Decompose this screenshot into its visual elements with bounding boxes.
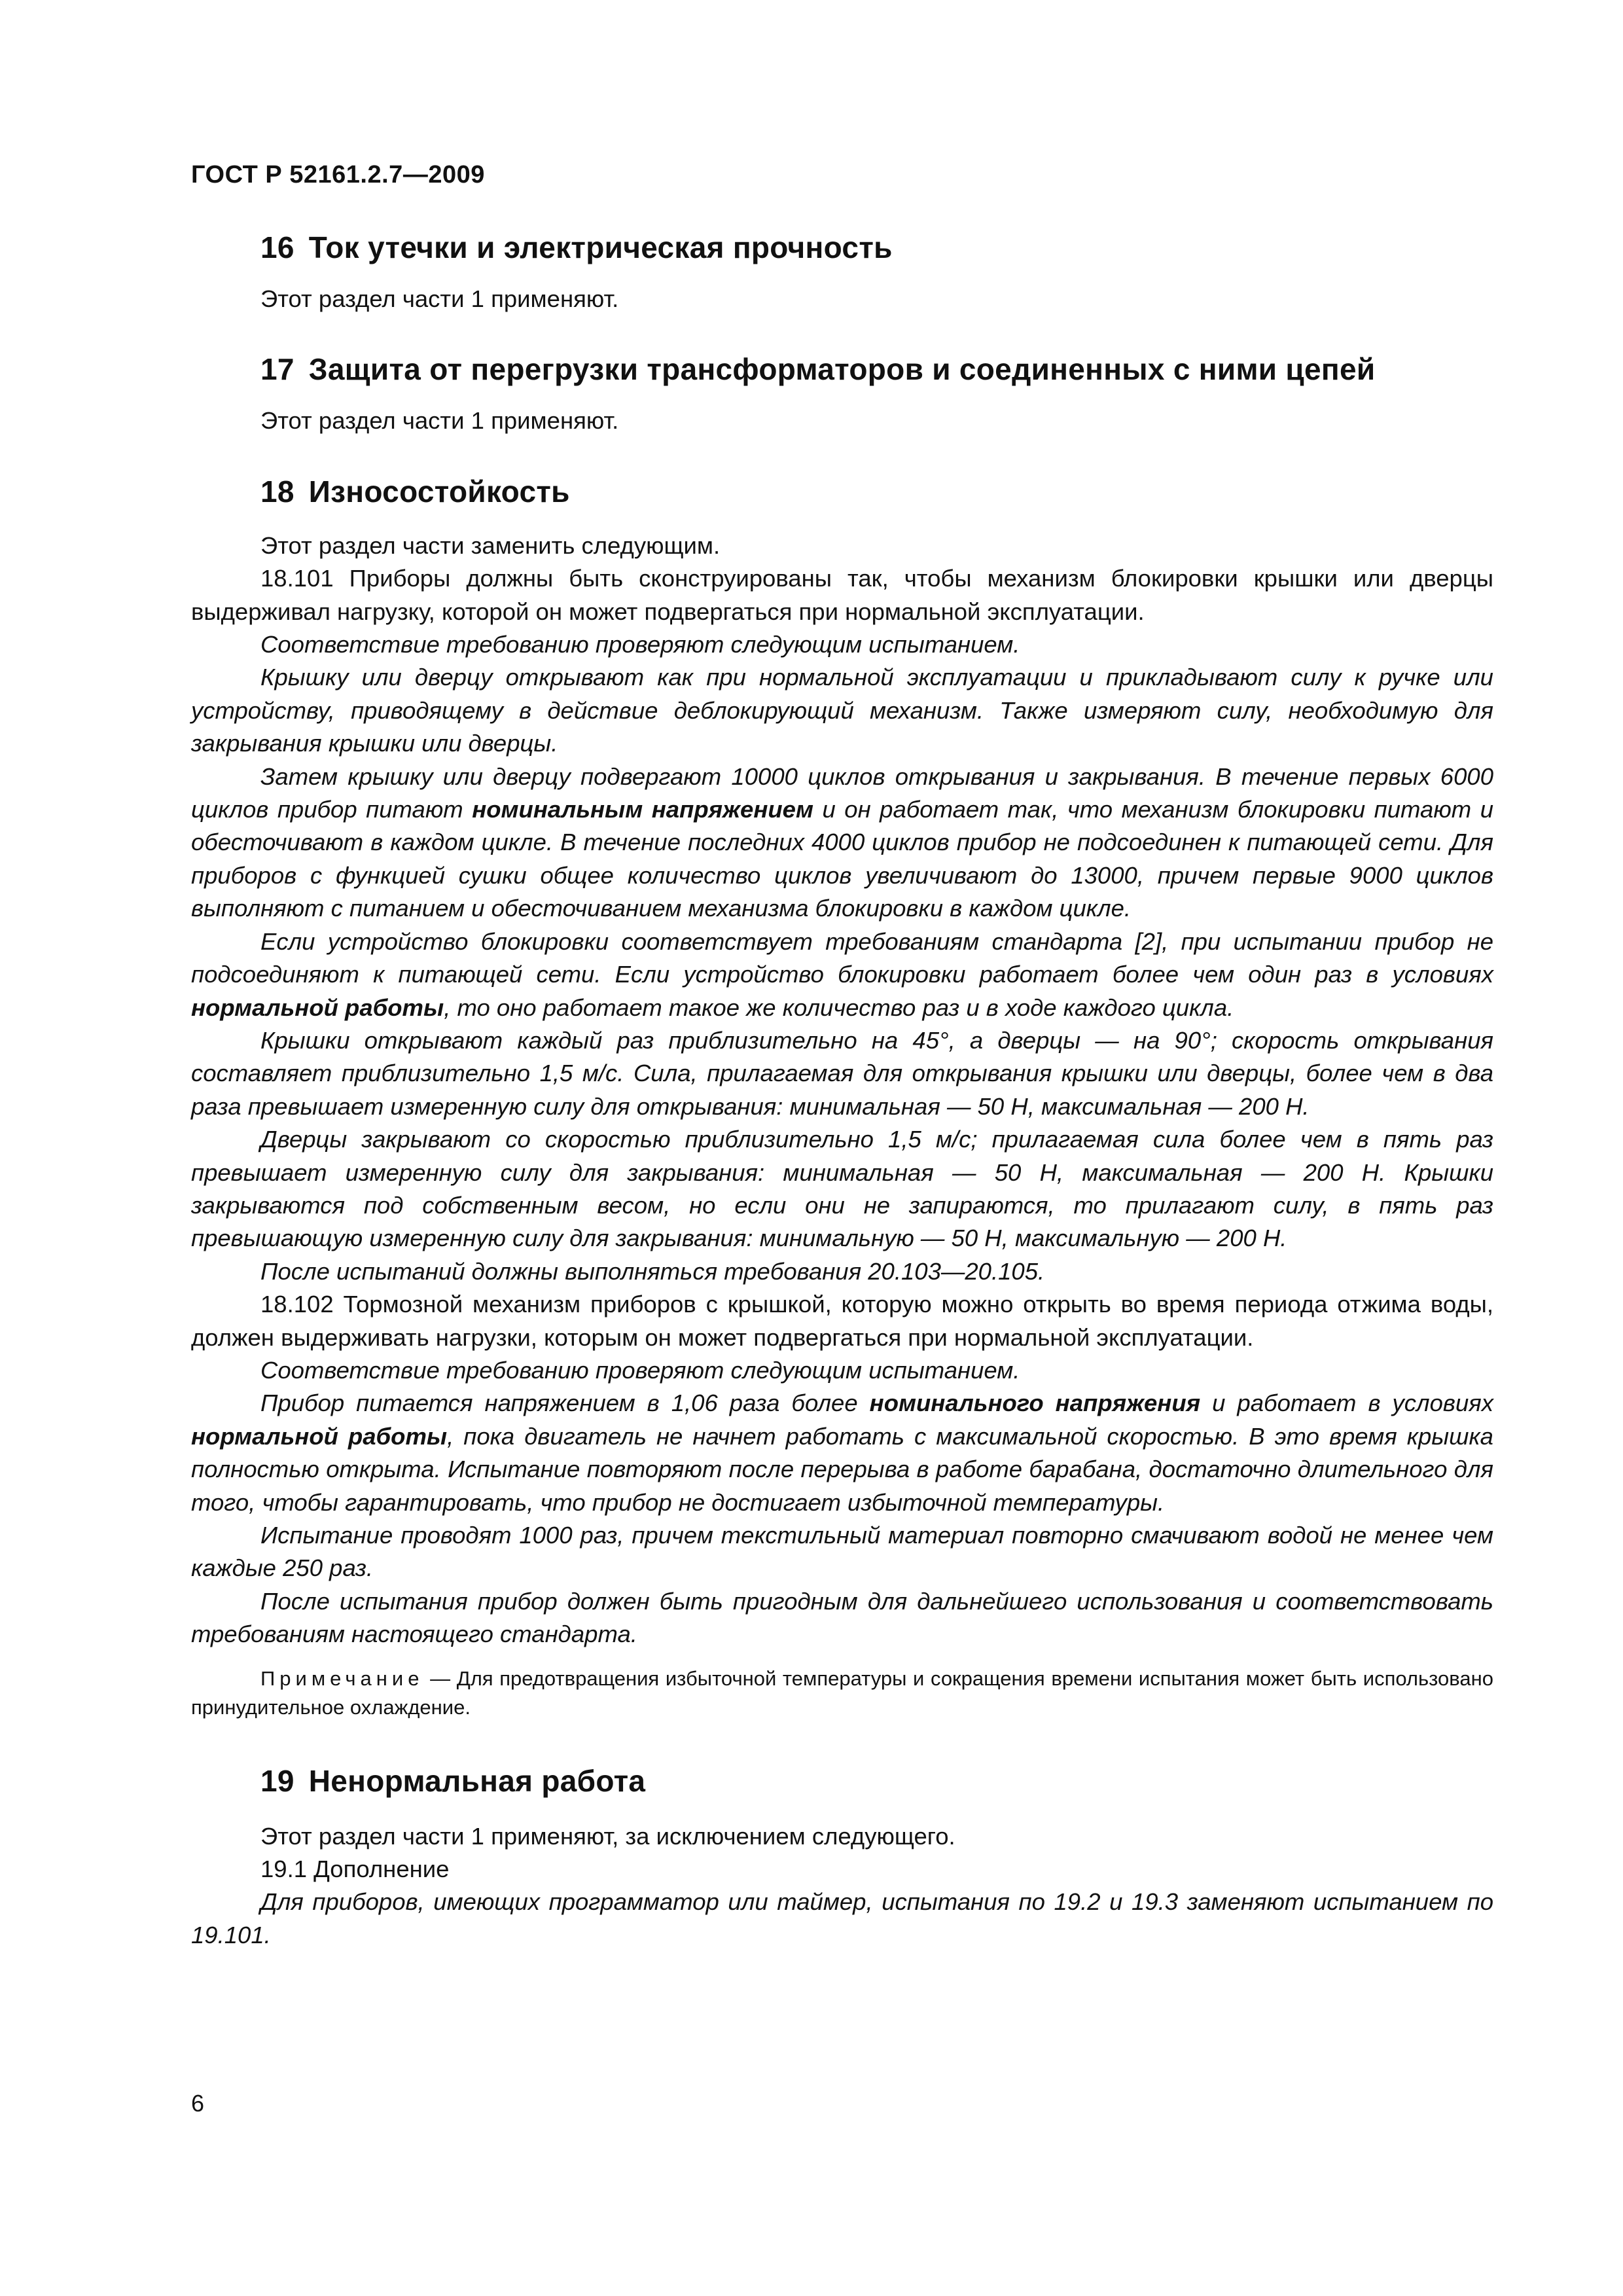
section-number: 17 [260, 352, 294, 387]
note-paragraph [191, 1664, 1493, 1722]
test-repeat-paragraph: Испытание проводят 1000 раз, причем текстильный материал повторно смачивают водой не менее чем каждые 250 раз. [191, 1522, 1493, 1582]
clause-18-102: 18.102 Тормозной механизм приборов с крышкой, которую можно открыть во время периода отжима воды, должен выдерживать нагрузки, которым он может подвергаться при нормальной эксплуатации. [191, 1291, 1493, 1351]
section-title: Ток утечки и электрическая прочность [308, 230, 893, 264]
section-18-intro: Этот раздел части заменить следующим. [260, 531, 721, 559]
document-body [191, 228, 1493, 1952]
section-17-text: Этот раздел части 1 применяют. [260, 407, 619, 435]
defined-term: номинальным напряжением [472, 796, 813, 823]
supply-voltage-paragraph [191, 1387, 1493, 1519]
page-number: 6 [191, 2090, 205, 2117]
text-run: и работает в условиях [1200, 1390, 1494, 1417]
text-run: Прибор питается напряжением в 1,06 раза более [260, 1390, 870, 1417]
section-19-heading [191, 1761, 1493, 1801]
defined-term: нормальной работы [191, 994, 444, 1021]
section-19-intro: Этот раздел части 1 применяют, за исключением следующего. [260, 1822, 955, 1850]
text-run: , пока двигатель не начнет работать с максимальной скоростью. В это время крышка полностью открыта. Испытание повторяют после перерыва в работе барабана, достаточно длительного для того, чтобы гарантировать, что прибор не достигает избыточной температуры. [191, 1422, 1493, 1516]
test-cycles-paragraph [191, 761, 1493, 925]
compliance-check-1: Соответствие требованию проверяют следующим испытанием. [260, 631, 1020, 658]
defined-term: нормальной работы [191, 1422, 448, 1450]
closing-force-paragraph: Дверцы закрывают со скоростью приблизительно 1,5 м/с; прилагаемая сила более чем в пять раз превышает измеренную силу для закрывания: минимальная — 50 Н, максимальная — 200 Н. Крышки закрываются под собственным весом, но если они не запираются, то прилагают силу, в пять раз превышающую измеренную силу для закрывания: минимальную — 50 Н, максимальную — 200 Н. [191, 1126, 1493, 1252]
section-number: 19 [260, 1763, 294, 1798]
section-number: 16 [260, 230, 294, 264]
section-title: Ненормальная работа [308, 1763, 646, 1798]
text-run: , то оно работает такое же количество раз и в ходе каждого цикла. [444, 994, 1234, 1021]
programmer-paragraph: Для приборов, имеющих программатор или таймер, испытания по 19.2 и 19.3 заменяют испытанием по 19.101. [191, 1888, 1493, 1948]
text-run: и он работает так, что механизм блокировки питают и обесточивают в каждом цикле. В течение последних 4000 циклов прибор не подсоединен к питающей сети. Для приборов с функцией сушки общее количество циклов увеличивают до 13000, причем первые 9000 циклов выполняют с питанием и обесточиванием механизма блокировки в каждом цикле. [191, 796, 1494, 922]
section-number: 18 [260, 474, 294, 509]
text-run: Если устройство блокировки соответствует требованиям стандарта [2], при испытании прибор не подсоединяют к питающей сети. Если устройство блокировки работает более чем один раз в условиях [191, 927, 1493, 988]
clause-18-101: 18.101 Приборы должны быть сконструированы так, чтобы механизм блокировки крышки или дверцы выдерживал нагрузку, которой он может подвергаться при нормальной эксплуатации. [191, 565, 1493, 625]
section-18-heading [191, 472, 1493, 511]
section-title: Износостойкость [308, 474, 570, 509]
compliance-check-2: Соответствие требованию проверяют следующим испытанием. [260, 1356, 1020, 1384]
section-title: Защита от перегрузки трансформаторов и соединенных с ними цепей [308, 352, 1376, 387]
note-text: — Для предотвращения избыточной температуры и сокращения времени испытания может быть использовано принудительное охлаждение. [191, 1666, 1493, 1719]
clause-19-1: 19.1 Дополнение [260, 1856, 450, 1883]
text-run: Затем крышку или дверцу подвергают 10000 циклов открывания и закрывания. В течение первых 6000 циклов прибор питают [191, 762, 1493, 823]
after-test-requirements-1: После испытаний должны выполняться требования 20.103—20.105. [260, 1257, 1045, 1285]
section-16-heading [191, 228, 1493, 267]
defined-term: номинального напряжения [869, 1390, 1201, 1417]
test-open-procedure: Крышку или дверцу открывают как при нормальной эксплуатации и прикладывают силу к ручке или устройству, приводящему в действие деблокирующий механизм. Также измеряют силу, необходимую для закрывания крышки или дверцы. [191, 664, 1493, 757]
section-16-text: Этот раздел части 1 применяют. [260, 285, 619, 312]
standard-id-header: ГОСТ Р 52161.2.7—2009 [191, 161, 485, 188]
note-label: Примечание [260, 1666, 424, 1690]
section-17-heading [191, 350, 1493, 389]
opening-angle-paragraph: Крышки открывают каждый раз приблизительно на 45°, а дверцы — на 90°; скорость открывания составляет приблизительно 1,5 м/с. Сила, прилагаемая для открывания крышки или дверцы, более чем в два раза превышает измеренную силу для открывания: минимальная — 50 Н, максимальная — 200 Н. [191, 1026, 1493, 1120]
after-test-requirements-2: После испытания прибор должен быть пригодным для дальнейшего использования и соответствовать требованиям настоящего стандарта. [191, 1587, 1493, 1648]
lock-device-paragraph [191, 925, 1493, 1024]
